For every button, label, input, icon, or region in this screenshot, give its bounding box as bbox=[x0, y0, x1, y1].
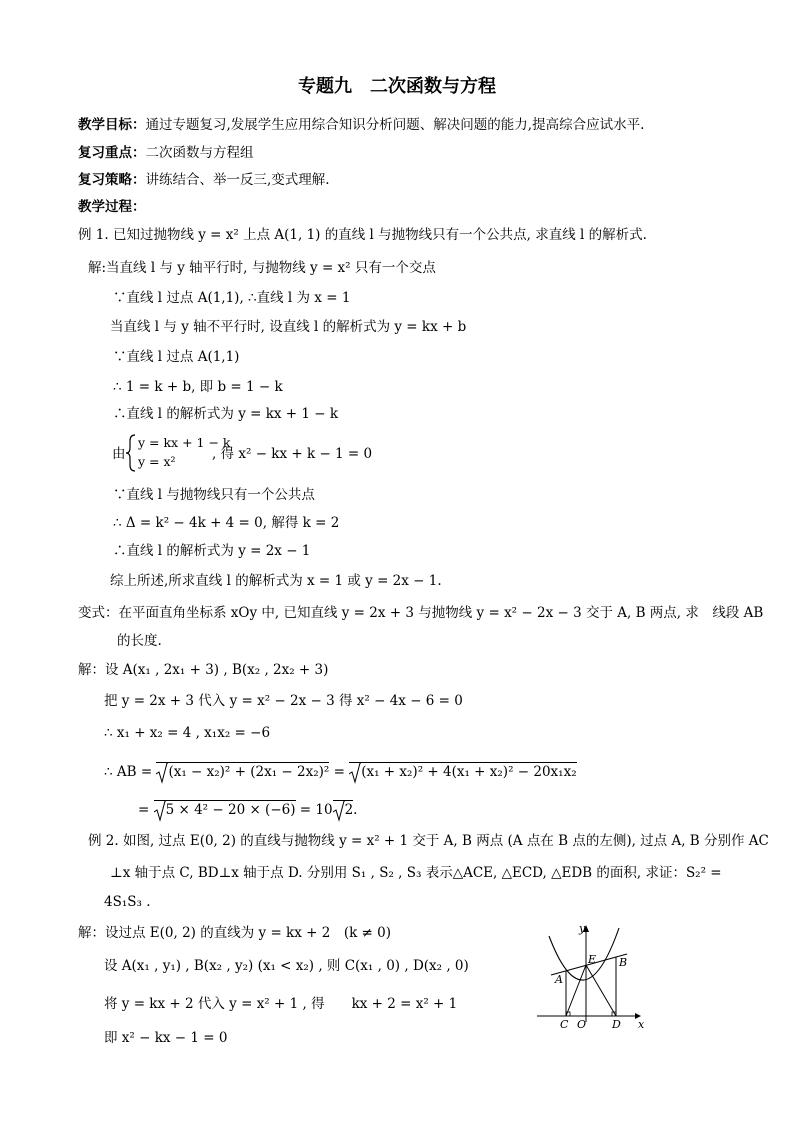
label-b: B bbox=[619, 956, 628, 969]
example1-conclusion: 综上所述,所求直线 l 的解析式为 x = 1 或 y = 2x − 1. bbox=[110, 573, 442, 589]
sqrt-expression-3 bbox=[154, 800, 296, 819]
system-brace bbox=[125, 433, 137, 473]
focus-text: 二次函数与方程组 bbox=[145, 145, 254, 161]
variant-step-5 bbox=[138, 800, 357, 819]
variant-question-line-1: 变式：在平面直角坐标系 xOy 中, 已知直线 y = 2x + 3 与抛物线 y = x² − 2x − 3 交于 A, B 两点, 求 线段 AB bbox=[78, 605, 764, 621]
variant-step-3: ∴ x₁ + x₂ = 4 , x₁x₂ = −6 bbox=[104, 725, 271, 741]
example1-step-4: ∵直线 l 过点 A(1,1) bbox=[113, 349, 240, 365]
sqrt-sign-4 bbox=[333, 800, 345, 822]
label-x: x bbox=[638, 1018, 645, 1031]
strategy-label: 复习策略： bbox=[78, 172, 146, 188]
process-line bbox=[78, 198, 146, 216]
focus-label: 复习重点： bbox=[78, 145, 146, 161]
process-label: 教学过程： bbox=[78, 199, 146, 215]
result-period: . bbox=[353, 802, 358, 818]
sqrt-sign-1 bbox=[156, 762, 168, 784]
example2-question-line-2: ⊥x 轴于点 C, BD⊥x 轴于点 D. 分别用 S₁ , S₂ , S₃ 表示△ACE, △ECD, △EDB 的面积, 求证：S₂² = bbox=[110, 865, 722, 881]
page-title: 专题九 二次函数与方程 bbox=[298, 76, 496, 97]
example2-question-line-1: 例 2. 如图, 过点 E(0, 2) 的直线与抛物线 y = x² + 1 交于 A, B 两点 (A 点在 B 点的左侧), 过点 A, B 分别作 AC bbox=[88, 833, 769, 849]
sqrt-content-4: 2 bbox=[344, 802, 354, 818]
label-a: A bbox=[555, 973, 563, 986]
ab-label: ∴ AB = bbox=[104, 764, 157, 780]
sqrt-expression-2 bbox=[349, 762, 576, 781]
example2-step-2: 设 A(x₁ , y₁) , B(x₂ , y₂) (x₁ < x₂) , 则 C(x₁ , 0) , D(x₂ , 0) bbox=[104, 958, 469, 974]
strategy-line bbox=[78, 171, 330, 189]
sqrt-content-2: (x₁ + x₂)² + 4(x₁ + x₂)² − 20x₁x₂ bbox=[361, 764, 577, 780]
example1-step-7-result: , 得 x² − kx + k − 1 = 0 bbox=[212, 446, 373, 462]
equals-sign: = bbox=[333, 764, 350, 780]
label-c: C bbox=[560, 1018, 569, 1031]
sqrt-content-3: 5 × 4² − 20 × (−6) bbox=[165, 802, 296, 818]
example1-step-8: ∵直线 l 与抛物线只有一个公共点 bbox=[113, 487, 315, 503]
example1-step-1: 解:当直线 l 与 y 轴平行时, 与抛物线 y = x² 只有一个交点 bbox=[88, 260, 436, 276]
objective-line bbox=[78, 116, 644, 134]
example1-step-9: ∴ Δ = k² − 4k + 4 = 0, 解得 k = 2 bbox=[113, 515, 340, 531]
example2-step-3: 将 y = kx + 2 代入 y = x² + 1 , 得 kx + 2 = x² + 1 bbox=[104, 996, 458, 1012]
example2-question-line-3: 4S₁S₃ . bbox=[104, 894, 151, 910]
equals-prefix: = bbox=[138, 802, 154, 818]
strategy-text: 讲练结合、举一反三,变式理解. bbox=[145, 172, 330, 188]
label-d: D bbox=[612, 1018, 621, 1031]
sqrt-expression-1 bbox=[156, 762, 329, 781]
example1-step-10: ∴直线 l 的解析式为 y = 2x − 1 bbox=[113, 543, 311, 559]
label-e: E bbox=[588, 953, 597, 966]
example1-step-2: ∵直线 l 过点 A(1,1), ∴直线 l 为 x = 1 bbox=[113, 290, 351, 306]
focus-line bbox=[78, 144, 254, 162]
system-equation-1: y = kx + 1 − k bbox=[138, 435, 231, 450]
sqrt-sign-3 bbox=[154, 800, 166, 822]
sqrt-content-1: (x₁ − x₂)² + (2x₁ − 2x₂)² bbox=[168, 764, 330, 780]
label-o: O bbox=[577, 1018, 587, 1031]
variant-step-1: 解：设 A(x₁ , 2x₁ + 3) , B(x₂ , 2x₂ + 3) bbox=[78, 662, 329, 678]
example1-step-3: 当直线 l 与 y 轴不平行时, 设直线 l 的解析式为 y = kx + b bbox=[110, 319, 467, 335]
example2-step-1: 解：设过点 E(0, 2) 的直线为 y = kx + 2 (k ≠ 0) bbox=[78, 925, 392, 941]
objective-label: 教学目标： bbox=[78, 117, 146, 133]
example1-question: 例 1. 已知过抛物线 y = x² 上点 A(1, 1) 的直线 l 与抛物线只有一个公共点, 求直线 l 的解析式. bbox=[78, 227, 647, 243]
example1-step-6: ∴直线 l 的解析式为 y = kx + 1 − k bbox=[113, 406, 339, 422]
variant-step-4 bbox=[104, 762, 577, 781]
example1-step-7-prefix: 由 bbox=[112, 446, 126, 462]
example2-step-4: 即 x² − kx − 1 = 0 bbox=[104, 1030, 228, 1046]
objective-text: 通过专题复习,发展学生应用综合知识分析问题、解决问题的能力,提高综合应试水平. bbox=[145, 117, 645, 133]
result-coefficient: = 10 bbox=[299, 802, 333, 818]
sqrt-expression-4 bbox=[333, 800, 354, 819]
variant-step-2: 把 y = 2x + 3 代入 y = x² − 2x − 3 得 x² − 4x − 6 = 0 bbox=[104, 693, 463, 709]
parabola-figure bbox=[535, 918, 650, 1033]
label-y: y bbox=[579, 922, 586, 935]
segment-ed bbox=[586, 965, 616, 1016]
example1-step-5: ∴ 1 = k + b, 即 b = 1 − k bbox=[113, 379, 283, 395]
system-equation-2: y = x² bbox=[138, 454, 176, 469]
sqrt-sign-2 bbox=[349, 762, 361, 784]
variant-question-line-2: 的长度. bbox=[117, 633, 162, 649]
